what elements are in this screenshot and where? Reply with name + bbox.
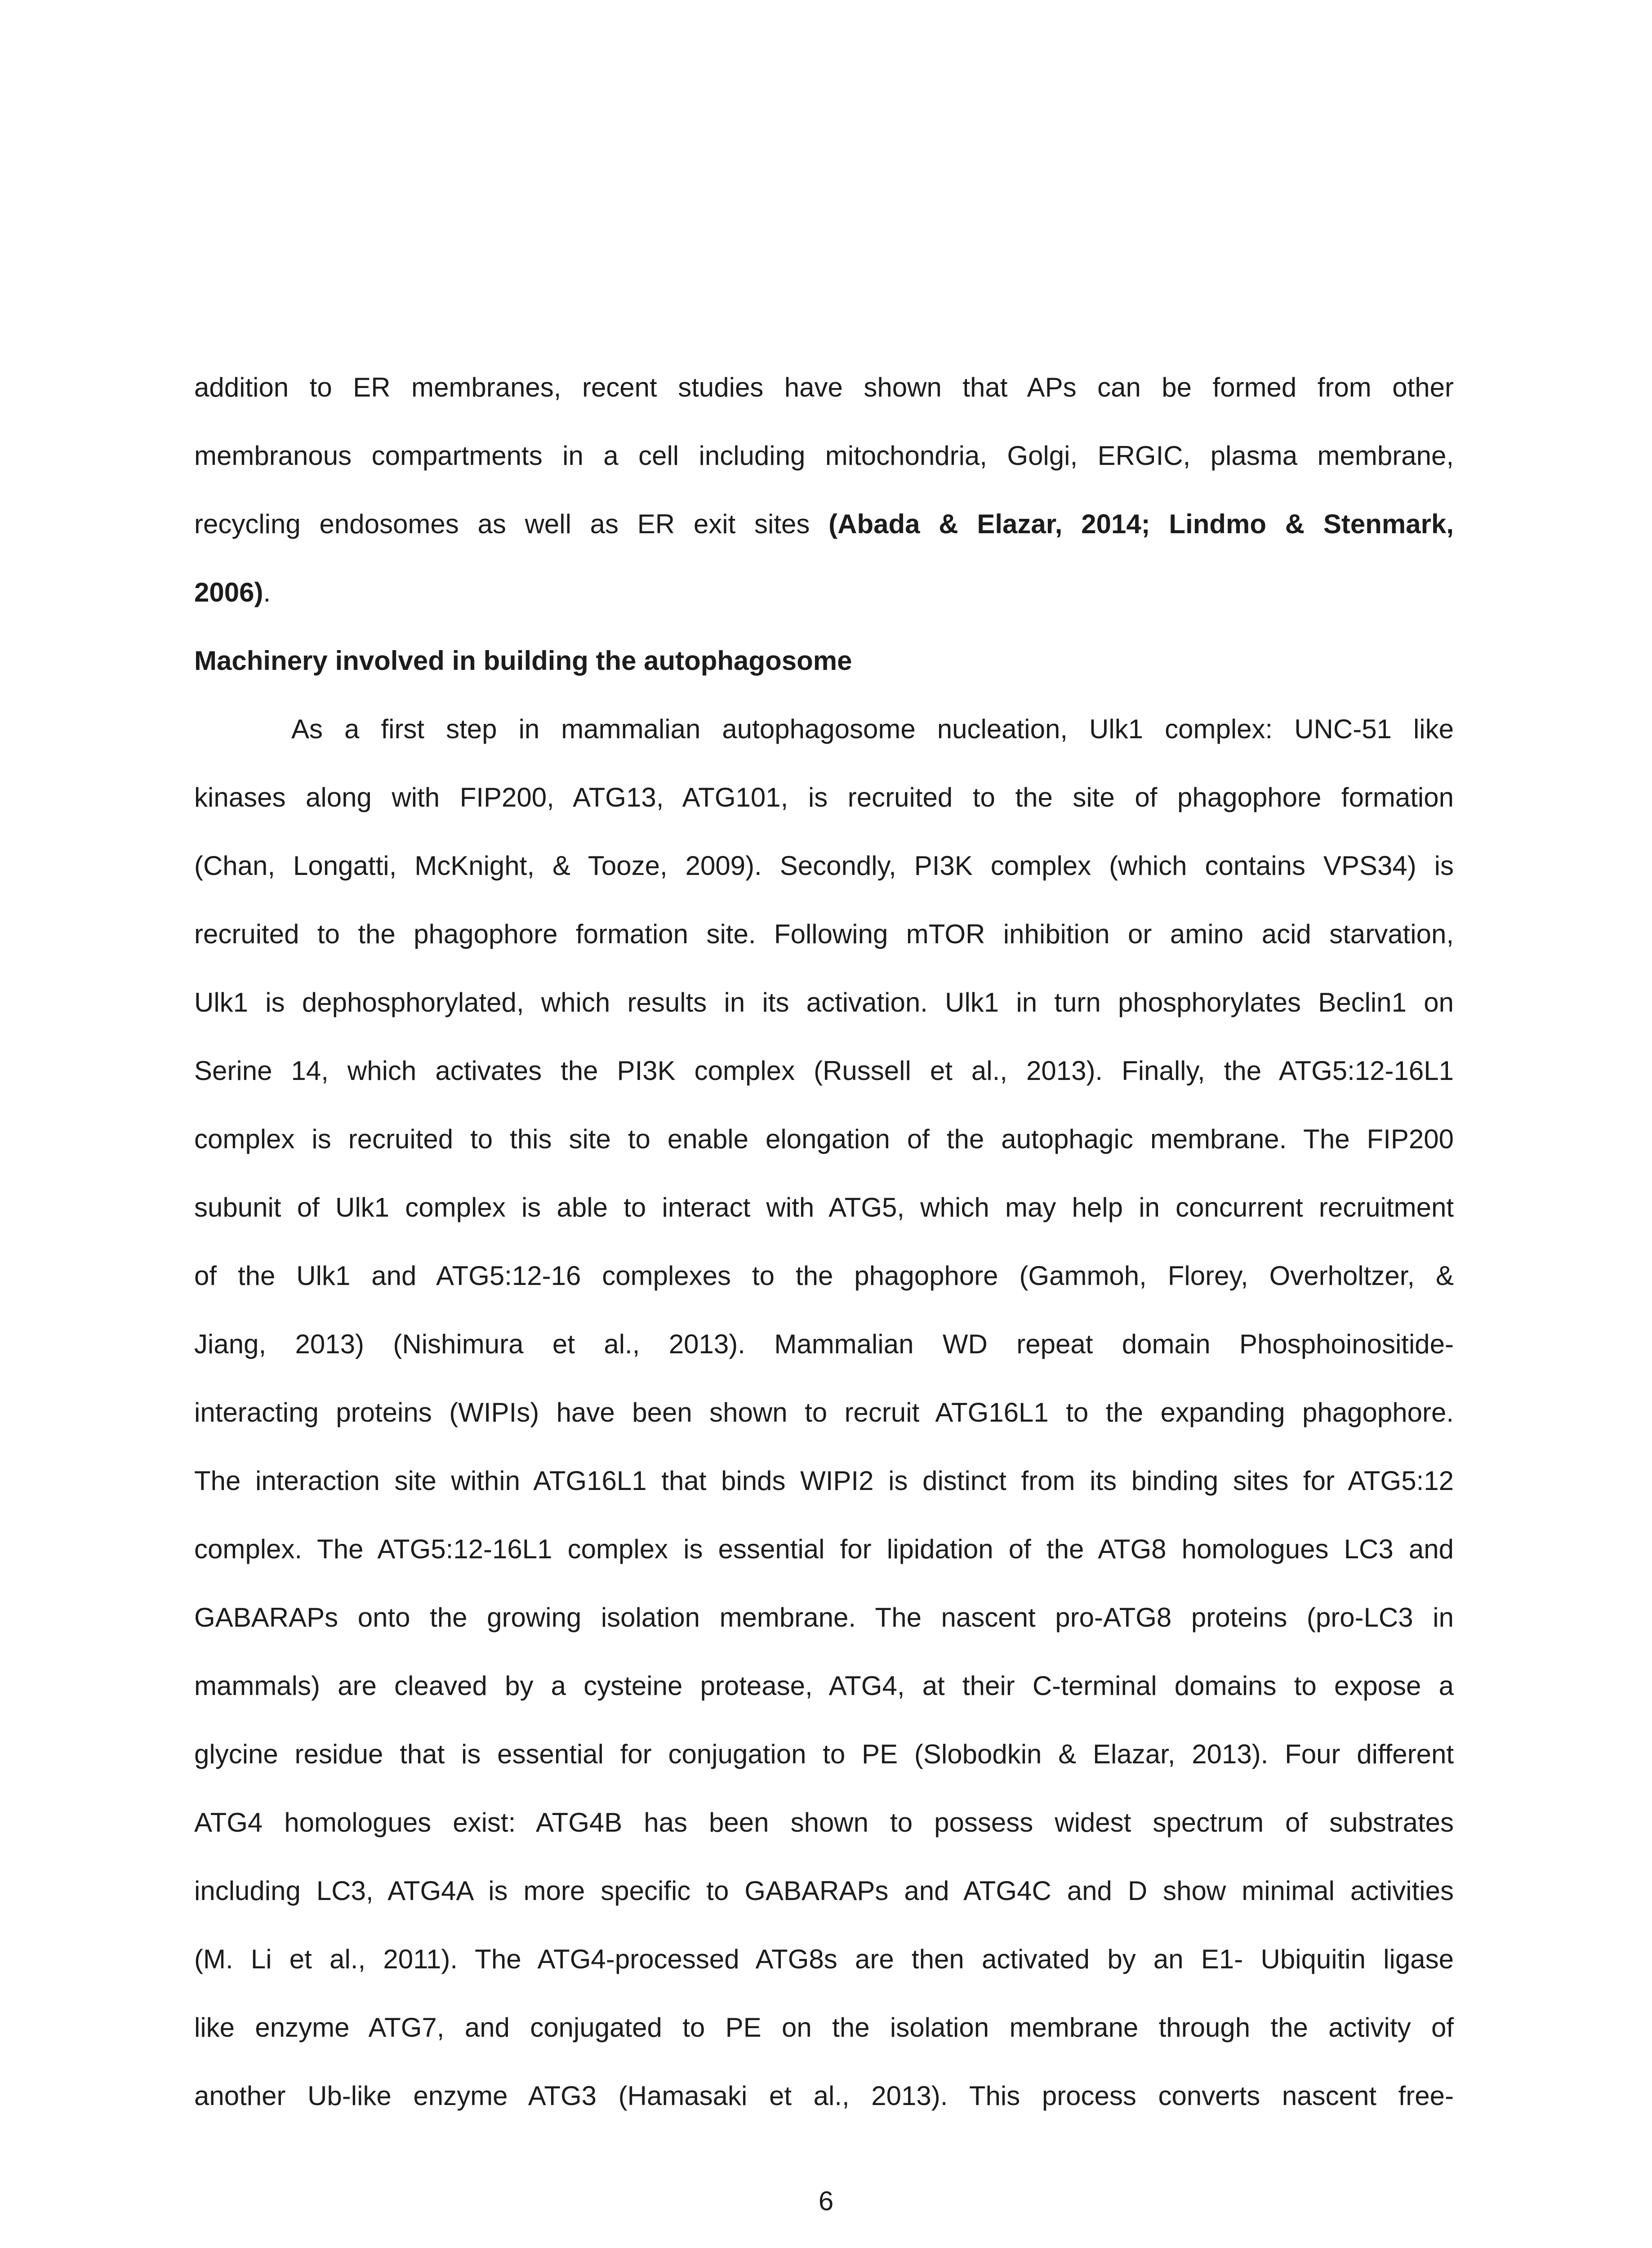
paragraph-line: complex. The ATG5:12-16L1 complex is essential for lipidation of the ATG8 homologues LC3 and bbox=[194, 1534, 1454, 1564]
paragraph-line: The interaction site within ATG16L1 that binds WIPI2 is distinct from its binding sites for ATG5:12 bbox=[194, 1466, 1454, 1496]
paragraph-line: GABARAPs onto the growing isolation membrane. The nascent pro-ATG8 proteins (pro-LC3 in bbox=[194, 1602, 1454, 1632]
citation: (Abada & Elazar, 2014; Lindmo & Stenmark, bbox=[828, 509, 1454, 539]
paragraph-line: Serine 14, which activates the PI3K complex (Russell et al., 2013). Finally, the ATG5:12-16L1 bbox=[194, 1056, 1454, 1086]
paragraph-line: Jiang, 2013) (Nishimura et al., 2013). Mammalian WD repeat domain Phosphoinositide- bbox=[194, 1329, 1454, 1359]
paragraph-line: Ulk1 is dephosphorylated, which results in its activation. Ulk1 in turn phosphorylates Beclin1 on bbox=[194, 987, 1454, 1017]
paragraph-line: membranous compartments in a cell including mitochondria, Golgi, ERGIC, plasma membrane, bbox=[194, 441, 1454, 471]
punctuation: . bbox=[263, 577, 271, 607]
paragraph-line: (Chan, Longatti, McKnight, & Tooze, 2009). Secondly, PI3K complex (which contains VPS34) is bbox=[194, 851, 1454, 881]
paragraph-line: including LC3, ATG4A is more specific to GABARAPs and ATG4C and D show minimal activities bbox=[194, 1876, 1454, 1906]
paragraph-line: mammals) are cleaved by a cysteine protease, ATG4, at their C-terminal domains to expose a bbox=[194, 1671, 1454, 1701]
paragraph-line: like enzyme ATG7, and conjugated to PE on the isolation membrane through the activity of bbox=[194, 2012, 1454, 2043]
paragraph-line: ATG4 homologues exist: ATG4B has been shown to possess widest spectrum of substrates bbox=[194, 1807, 1454, 1838]
paragraph-line: subunit of Ulk1 complex is able to interact with ATG5, which may help in concurrent recruitment bbox=[194, 1192, 1454, 1222]
paragraph-line: interacting proteins (WIPIs) have been shown to recruit ATG16L1 to the expanding phagophore. bbox=[194, 1397, 1454, 1427]
paragraph-line bbox=[194, 576, 1454, 609]
paragraph-line: recruited to the phagophore formation site. Following mTOR inhibition or amino acid starvation, bbox=[194, 919, 1454, 949]
paragraph-line: kinases along with FIP200, ATG13, ATG101, is recruited to the site of phagophore formation bbox=[194, 782, 1454, 812]
section-heading: Machinery involved in building the autophagosome bbox=[194, 646, 852, 676]
paragraph-line: As a first step in mammalian autophagosome nucleation, Ulk1 complex: UNC-51 like bbox=[291, 714, 1454, 744]
paragraph-line: of the Ulk1 and ATG5:12-16 complexes to the phagophore (Gammoh, Florey, Overholtzer, & bbox=[194, 1261, 1454, 1291]
citation: 2006) bbox=[194, 577, 263, 607]
paragraph-line: (M. Li et al., 2011). The ATG4-processed ATG8s are then activated by an E1- Ubiquitin ligase bbox=[194, 1944, 1454, 1974]
page-number: 6 bbox=[818, 2186, 834, 2216]
paragraph-text: recycling endosomes as well as ER exit sites bbox=[194, 509, 829, 539]
paragraph-line: complex is recruited to this site to enable elongation of the autophagic membrane. The FIP200 bbox=[194, 1124, 1454, 1154]
paragraph-line: addition to ER membranes, recent studies have shown that APs can be formed from other bbox=[194, 372, 1454, 402]
paragraph-line: glycine residue that is essential for conjugation to PE (Slobodkin & Elazar, 2013). Four different bbox=[194, 1739, 1454, 1769]
paragraph-line: another Ub-like enzyme ATG3 (Hamasaki et al., 2013). This process converts nascent free- bbox=[194, 2081, 1454, 2111]
paragraph-line bbox=[194, 508, 1454, 540]
